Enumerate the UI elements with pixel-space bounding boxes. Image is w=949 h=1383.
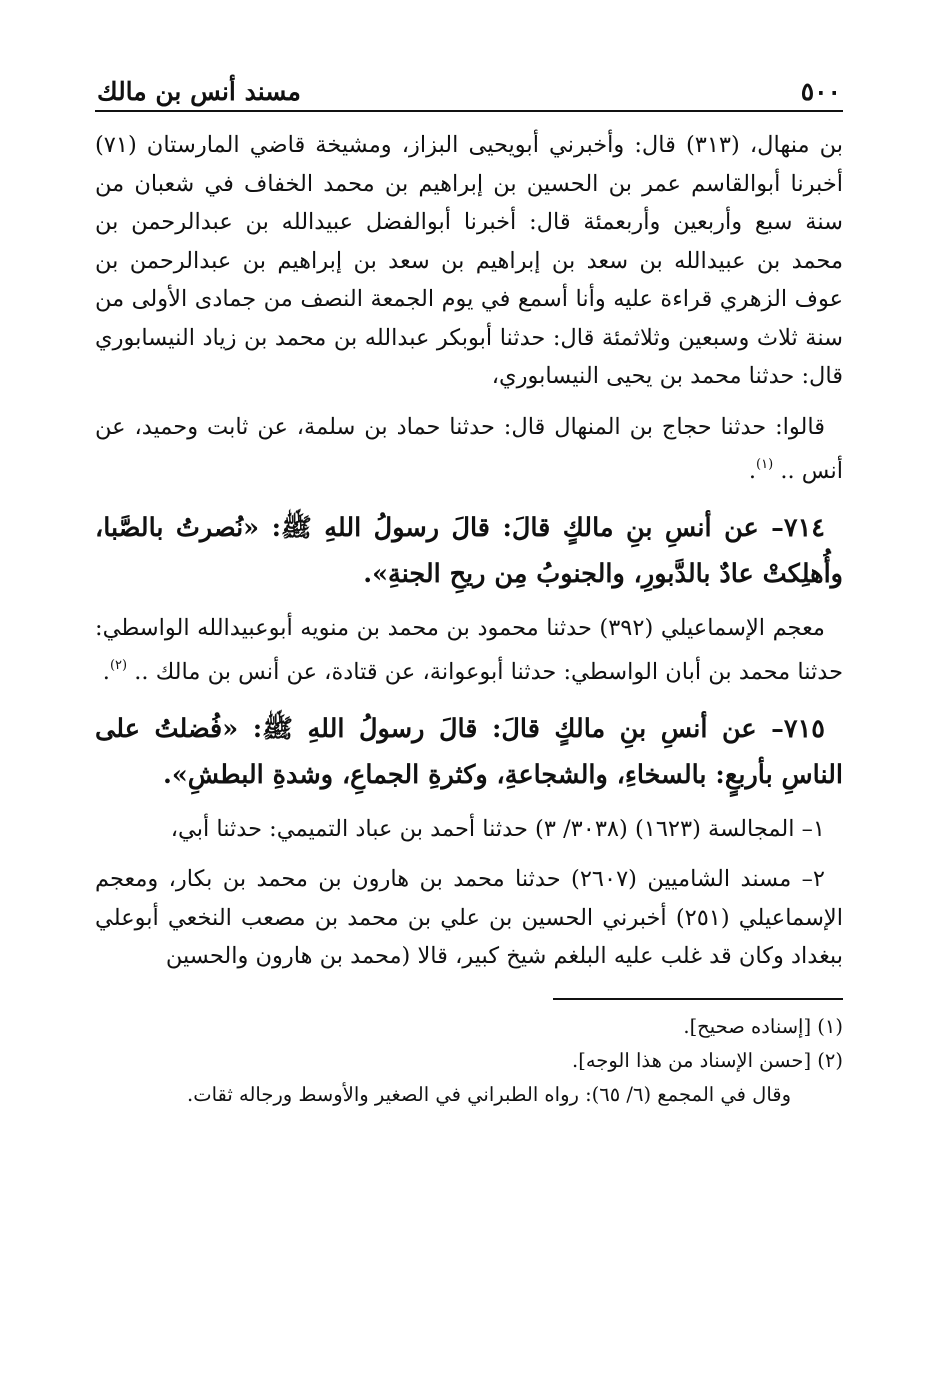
hadith-715: ٧١٥– عن أنسِ بنِ مالكٍ قالَ: قالَ رسولُ اللهِ ﷺ: «فُضلتُ على الناسِ بأربعٍ: بالسخاءِ، والشجاعةِ، وكثرةِ الجماعِ، وشدةِ البطشِ». [95, 713, 843, 790]
paragraph-text: قالوا: حدثنا حجاج بن المنهال قال: حدثنا حماد بن سلمة، عن ثابت وحميد، عن أنس .. [95, 413, 843, 484]
isnad-paragraph-1: بن منهال، (٣١٣) قال: وأخبرني أبويحيى البزاز، ومشيخة قاضي المارستان (٧١) أخبرنا أبوالقاسم عمر بن الحسين بن إبراهيم بن محمد الخفاف في شعبان من سنة سبع وأربعين وأربعمئة قال: أخبرنا أبوالفضل عبيدالله بن عبدالرحمن بن محمد بن عبيدالله بن سعد بن إبراهيم بن سعد بن إبراهيم بن عبدالرحمن بن عوف الزهري قراءة عليه وأنا أسمع في يوم الجمعة النصف من جمادى الأولى من سنة ثلاث وسبعين وثلاثمئة قال: حدثنا أبوبكر عبدالله بن محمد بن زياد النيسابوري قال: حدثنا محمد بن يحيى النيسابوري، [95, 132, 843, 389]
paragraph-text: معجم الإسماعيلي (٣٩٢) حدثنا محمود بن محمد بن منويه أبوعبيدالله الواسطي: حدثنا محمد بن أبان الواسطي: حدثنا أبوعوانة، عن قتادة، عن أنس بن مالك .. [95, 614, 843, 685]
running-title: مسند أنس بن مالك [97, 77, 301, 106]
page-number: ٥٠٠ [800, 77, 841, 106]
source-paragraph-1: ١– المجالسة (١٦٢٣) (٣٠٣٨/ ٣) حدثنا أحمد بن عباد التميمي: حدثنا أبي، [170, 815, 825, 842]
footnote-marker-1: (١) [756, 457, 774, 472]
footnote-marker-2: (٢) [109, 658, 128, 673]
footnote-2-continuation: وقال في المجمع (٦/ ٦٥): رواه الطبراني في الصغير والأوسط ورجاله ثقات. [187, 1082, 791, 1106]
footnote-2: (٢) [حسن الإسناد من هذا الوجه]. [572, 1048, 843, 1072]
source-paragraph-2: ٢– مسند الشاميين (٢٦٠٧) حدثنا محمد بن هارون بن محمد بن بكار، ومعجم الإسماعيلي (٢٥١) أخبرني الحسين بن علي بن محمد بن مصعب النخعي أبوعلي ببغداد وكان قد غلب عليه البلغم شيخ كبير، قالا (محمد بن هارون والحسين [95, 866, 844, 969]
isnad-paragraph-3: معجم الإسماعيلي (٣٩٢) حدثنا محمود بن محمد بن منويه أبوعبيدالله الواسطي: حدثنا محمد بن أبان الواسطي: حدثنا أبوعوانة، عن قتادة، عن أنس بن مالك .. $^{(٢)}$. [95, 614, 843, 685]
page-header [95, 70, 843, 112]
document-page [95, 70, 843, 1112]
footnote-1: (١) [إسناده صحيح]. [683, 1014, 843, 1038]
footnote-separator [553, 998, 843, 1000]
hadith-714: ٧١٤– عن أنسِ بنِ مالكٍ قالَ: قالَ رسولُ اللهِ ﷺ: «نُصرتُ بالصَّبا، وأُهلِكتْ عادٌ بالدَّبورِ، والجنوبُ مِن ريحِ الجنةِ». [95, 512, 843, 589]
isnad-paragraph-2: قالوا: حدثنا حجاج بن المنهال قال: حدثنا حماد بن سلمة، عن ثابت وحميد، عن أنس .. $^{(١)}$. [95, 413, 843, 484]
